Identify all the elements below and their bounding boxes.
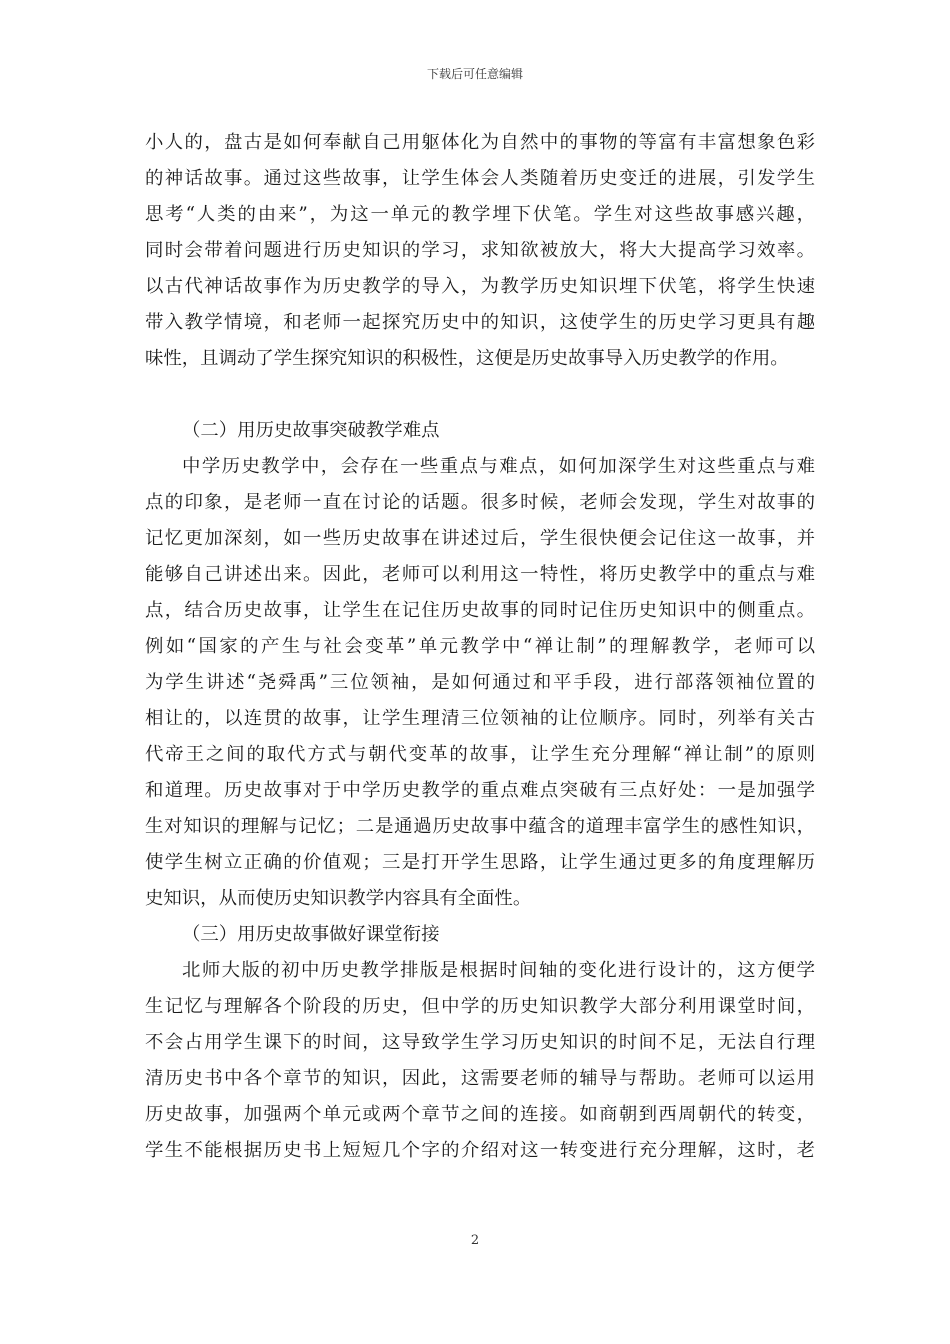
page-header: 下载后可任意编辑 <box>426 67 523 81</box>
text-line: 清历史书中各个章节的知识，因此，这需要老师的辅导与帮助。老师可以运用 <box>145 1068 815 1089</box>
paragraph-1 <box>145 125 815 377</box>
text-line: 以古代神话故事作为历史教学的导入，为教学历史知识埋下伏笔，将学生快速 <box>145 276 815 297</box>
text-line: 小人的，盘古是如何奉献自己用躯体化为自然中的事物的等富有丰富想象色彩 <box>145 132 815 153</box>
text-line: 历史故事，加强两个单元或两个章节之间的连接。如商朝到西周朝代的转变， <box>145 1104 815 1125</box>
text-line: 为学生讲述“尧舜禹”三位领袖，是如何通过和平手段，进行部落领袖位置的 <box>145 672 815 693</box>
document-body <box>145 125 815 1169</box>
text-line: 不会占用学生课下的时间，这导致学生学习历史知识的时间不足，无法自行理 <box>145 1032 815 1053</box>
text-line: 味性，且调动了学生探究知识的积极性，这便是历史故事导入历史教学的作用。 <box>145 348 789 369</box>
text-line: 代帝王之间的取代方式与朝代变革的故事，让学生充分理解“禅让制”的原则 <box>145 744 815 765</box>
text-line: 使学生树立正确的价值观；三是打开学生思路，让学生通过更多的角度理解历 <box>145 852 815 873</box>
text-line: 点的印象，是老师一直在讨论的话题。很多时候，老师会发现，学生对故事的 <box>145 492 815 513</box>
text-line: 带入教学情境，和老师一起探究历史中的知识，这使学生的历史学习更具有趣 <box>145 312 815 333</box>
page-number: 2 <box>470 1233 480 1248</box>
section-heading-3: （三）用历史故事做好课堂衔接 <box>182 924 440 945</box>
text-line: 北师大版的初中历史教学排版是根据时间轴的变化进行设计的，这方便学 <box>182 960 815 981</box>
paragraph-3 <box>145 953 815 1169</box>
text-line: 史知识，从而使历史知识教学内容具有全面性。 <box>145 888 532 909</box>
text-line: 同时会带着问题进行历史知识的学习，求知欲被放大，将大大提高学习效率。 <box>145 240 815 261</box>
text-line: 能够自己讲述出来。因此，老师可以利用这一特性，将历史教学中的重点与难 <box>145 564 815 585</box>
text-line: 相让的，以连贯的故事，让学生理清三位领袖的让位顺序。同时，列举有关古 <box>145 708 815 729</box>
text-line: 生记忆与理解各个阶段的历史，但中学的历史知识教学大部分利用课堂时间， <box>145 996 815 1017</box>
text-line: 中学历史教学中，会存在一些重点与难点，如何加深学生对这些重点与难 <box>182 456 815 477</box>
paragraph-2 <box>145 449 815 917</box>
text-line: 记忆更加深刻，如一些历史故事在讲述过后，学生很快便会记住这一故事，并 <box>145 528 815 549</box>
text-line: 和道理。历史故事对于中学历史教学的重点难点突破有三点好处：一是加强学 <box>145 780 815 801</box>
section-heading-2: （二）用历史故事突破教学难点 <box>182 420 440 441</box>
text-line: 的神话故事。通过这些故事，让学生体会人类随着历史变迁的进展，引发学生 <box>145 168 815 189</box>
paragraph-spacer <box>145 377 815 413</box>
text-line: 思考“人类的由来”，为这一单元的教学埋下伏笔。学生对这些故事感兴趣， <box>145 204 815 225</box>
text-line: 例如“国家的产生与社会变革”单元教学中“禅让制”的理解教学，老师可以 <box>145 636 815 657</box>
text-line: 生对知识的理解与记忆；二是通過历史故事中蕴含的道理丰富学生的感性知识， <box>145 816 815 837</box>
text-line: 学生不能根据历史书上短短几个字的介绍对这一转变进行充分理解，这时，老 <box>145 1140 815 1161</box>
text-line: 点，结合历史故事，让学生在记住历史故事的同时记住历史知识中的侧重点。 <box>145 600 815 621</box>
